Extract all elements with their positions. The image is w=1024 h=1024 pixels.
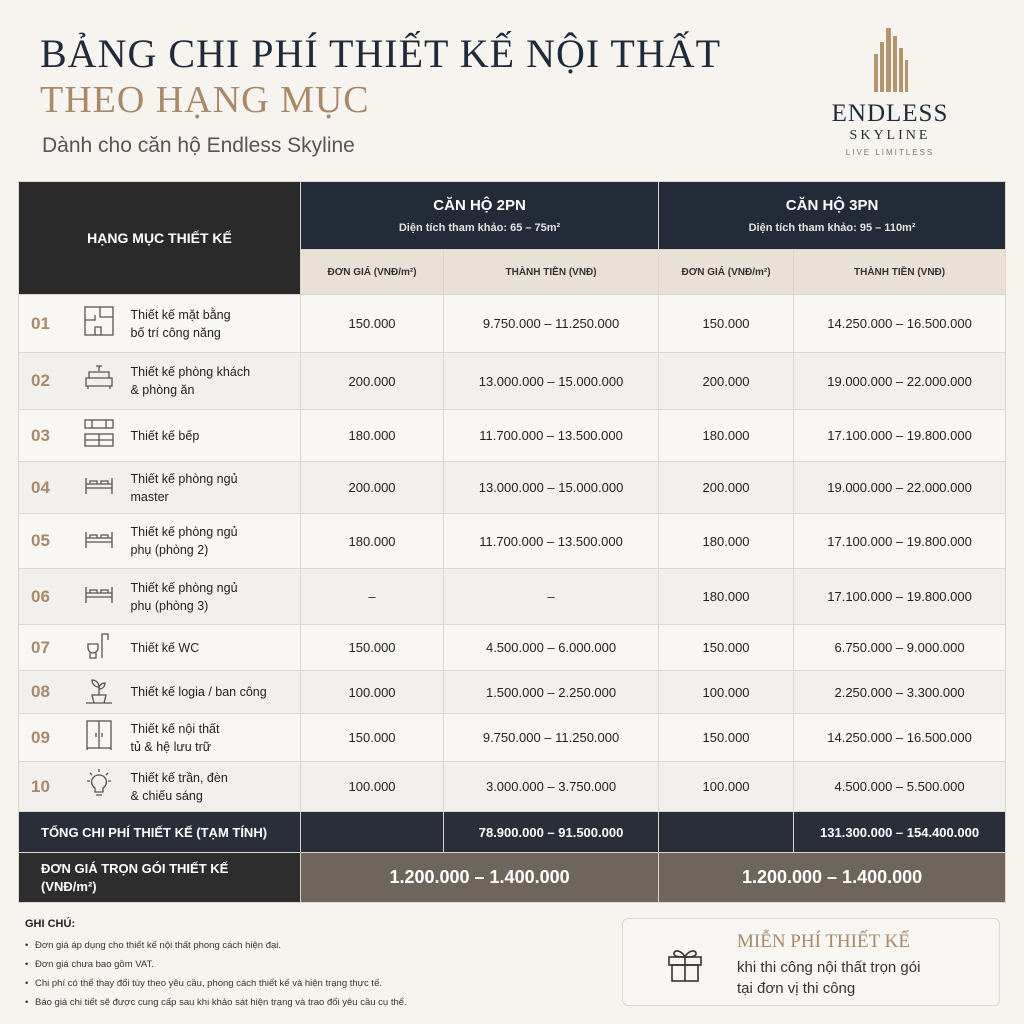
amount-2pn: 1.500.000 – 2.250.000: [444, 671, 659, 714]
table-row: [19, 295, 1006, 353]
unit-price-3pn: 150.000: [659, 714, 794, 762]
unit-price-3pn: 100.000: [659, 671, 794, 714]
package-row: [19, 853, 1006, 903]
group-area: Diện tích tham khảo: 95 – 110m²: [748, 222, 916, 234]
row-label: Thiết kế WC: [131, 625, 301, 671]
row-number: 02: [19, 353, 67, 410]
amount-3pn: 17.100.000 – 19.800.000: [794, 410, 1006, 462]
group-header-3pn: [659, 182, 1006, 250]
total-2pn-spacer: [301, 812, 444, 853]
package-2pn: 1.200.000 – 1.400.000: [301, 853, 659, 903]
promo-text: khi thi công nội thất trọn gói tại đơn vị thi công: [737, 959, 921, 997]
logo-name-secondary: SKYLINE: [849, 128, 931, 143]
row-number: 07: [19, 625, 67, 671]
unit-price-2pn: 200.000: [301, 353, 444, 410]
amount-3pn: 6.750.000 – 9.000.000: [794, 625, 1006, 671]
table-row: [19, 462, 1006, 514]
unit-price-3pn: 180.000: [659, 569, 794, 625]
page-title: BẢNG CHI PHÍ THIẾT KẾ NỘI THẤT: [40, 31, 722, 76]
amount-2pn: 4.500.000 – 6.000.000: [444, 625, 659, 671]
bed-icon: [82, 489, 116, 506]
package-label: [19, 853, 301, 903]
unit-price-2pn: 180.000: [301, 410, 444, 462]
group-header-2pn: [301, 182, 659, 250]
row-label: Thiết kế phòng ngủ master: [131, 462, 301, 514]
category-header: HẠNG MỤC THIẾT KẾ: [19, 182, 301, 295]
amount-2pn: 9.750.000 – 11.250.000: [444, 295, 659, 353]
table-row: [19, 514, 1006, 569]
page-title-accent: THEO HẠNG MỤC: [40, 79, 370, 121]
sofa-icon: [82, 383, 116, 400]
unit-price-header: ĐƠN GIÁ (VNĐ/m²): [301, 250, 444, 295]
bed-icon: [82, 598, 116, 615]
amount-header: THÀNH TIỀN (VNĐ): [794, 250, 1006, 295]
unit-price-2pn: 180.000: [301, 514, 444, 569]
row-number: 06: [19, 569, 67, 625]
kitchen-icon: [82, 437, 116, 454]
unit-price-2pn: 100.000: [301, 671, 444, 714]
table-row: [19, 714, 1006, 762]
row-label: Thiết kế nội thất tủ & hệ lưu trữ: [131, 714, 301, 762]
row-number: 10: [19, 762, 67, 812]
page-header: [0, 0, 1024, 180]
amount-3pn: 4.500.000 – 5.500.000: [794, 762, 1006, 812]
notes-title: GHI CHÚ:: [25, 918, 76, 930]
logo-name: ENDLESS: [831, 100, 949, 127]
total-3pn-spacer: [659, 812, 794, 853]
logo-tagline: LIVE LIMITLESS: [845, 148, 935, 157]
amount-3pn: 2.250.000 – 3.300.000: [794, 671, 1006, 714]
row-label: Thiết kế mặt bằng bố trí công năng: [131, 295, 301, 353]
row-label: Thiết kế bếp: [131, 410, 301, 462]
unit-price-3pn: 150.000: [659, 625, 794, 671]
notes-section: [25, 918, 585, 1012]
amount-3pn: 14.250.000 – 16.500.000: [794, 714, 1006, 762]
group-area: Diện tích tham khảo: 65 – 75m²: [398, 222, 561, 234]
unit-price-header: ĐƠN GIÁ (VNĐ/m²): [659, 250, 794, 295]
total-2pn: 78.900.000 – 91.500.000: [444, 812, 659, 853]
row-number: 09: [19, 714, 67, 762]
unit-price-3pn: 200.000: [659, 462, 794, 514]
floor-plan-icon: [82, 325, 116, 342]
cost-table: [18, 181, 1006, 903]
unit-price-3pn: 180.000: [659, 514, 794, 569]
row-label: Thiết kế trần, đèn & chiếu sáng: [131, 762, 301, 812]
table-row: [19, 762, 1006, 812]
gift-icon: [663, 941, 707, 985]
wardrobe-icon: [82, 739, 116, 756]
amount-header: THÀNH TIỀN (VNĐ): [444, 250, 659, 295]
total-3pn: 131.300.000 – 154.400.000: [794, 812, 1006, 853]
amount-3pn: 19.000.000 – 22.000.000: [794, 462, 1006, 514]
note-item: • Đơn giá chưa bao gồm VAT.: [25, 955, 585, 974]
unit-price-2pn: 150.000: [301, 625, 444, 671]
light-bulb-icon: [82, 788, 116, 805]
note-item: • Báo giá chi tiết sẽ được cung cấp sau khi khảo sát hiện trạng và trao đổi yêu cầu cụ thể.: [25, 993, 585, 1012]
unit-price-2pn: 150.000: [301, 295, 444, 353]
amount-2pn: 11.700.000 – 13.500.000: [444, 410, 659, 462]
unit-price-3pn: 180.000: [659, 410, 794, 462]
table-row: [19, 353, 1006, 410]
amount-2pn: 11.700.000 – 13.500.000: [444, 514, 659, 569]
amount-2pn: –: [444, 569, 659, 625]
table-row: [19, 671, 1006, 714]
group-title: CĂN HỘ 2PN: [433, 197, 526, 214]
amount-2pn: 3.000.000 – 3.750.000: [444, 762, 659, 812]
table-row: [19, 569, 1006, 625]
unit-price-3pn: 100.000: [659, 762, 794, 812]
unit-price-3pn: 150.000: [659, 295, 794, 353]
toilet-icon: [82, 649, 116, 666]
page-subtitle: Dành cho căn hộ Endless Skyline: [42, 134, 355, 157]
unit-price-2pn: 200.000: [301, 462, 444, 514]
amount-2pn: 9.750.000 – 11.250.000: [444, 714, 659, 762]
row-label: Thiết kế phòng ngủ phụ (phòng 2): [131, 514, 301, 569]
amount-3pn: 14.250.000 – 16.500.000: [794, 295, 1006, 353]
row-label: Thiết kế logia / ban công: [131, 671, 301, 714]
row-label: Thiết kế phòng khách & phòng ăn: [131, 353, 301, 410]
unit-price-2pn: 100.000: [301, 762, 444, 812]
bed-icon: [82, 543, 116, 560]
package-3pn: 1.200.000 – 1.400.000: [659, 853, 1006, 903]
table-row: [19, 410, 1006, 462]
package-label-text: ĐƠN GIÁ TRỌN GÓI THIẾT KẾ (VNĐ/m²): [41, 860, 229, 894]
amount-3pn: 19.000.000 – 22.000.000: [794, 353, 1006, 410]
unit-price-3pn: 200.000: [659, 353, 794, 410]
row-number: 01: [19, 295, 67, 353]
brand-logo: [810, 24, 970, 164]
group-title: CĂN HỘ 3PN: [785, 197, 879, 214]
amount-2pn: 13.000.000 – 15.000.000: [444, 462, 659, 514]
row-number: 04: [19, 462, 67, 514]
unit-price-2pn: –: [301, 569, 444, 625]
table-row: [19, 625, 1006, 671]
free-design-promo: [622, 918, 1000, 1006]
total-label: TỔNG CHI PHÍ THIẾT KẾ (TẠM TÍNH): [19, 812, 301, 853]
note-item: • Đơn giá áp dụng cho thiết kế nội thất phong cách hiện đại.: [25, 936, 585, 955]
skyline-icon: [874, 28, 910, 92]
plant-icon: [82, 694, 116, 711]
amount-3pn: 17.100.000 – 19.800.000: [794, 569, 1006, 625]
row-label: Thiết kế phòng ngủ phụ (phòng 3): [131, 569, 301, 625]
note-item: • Chi phí có thể thay đổi tùy theo yêu cầu, phong cách thiết kế và hiện trạng thực tế.: [25, 974, 585, 993]
unit-price-2pn: 150.000: [301, 714, 444, 762]
row-number: 03: [19, 410, 67, 462]
amount-3pn: 17.100.000 – 19.800.000: [794, 514, 1006, 569]
row-number: 08: [19, 671, 67, 714]
amount-2pn: 13.000.000 – 15.000.000: [444, 353, 659, 410]
promo-title: MIỄN PHÍ THIẾT KẾ: [737, 931, 910, 952]
row-number: 05: [19, 514, 67, 569]
notes-list: [25, 936, 585, 1012]
total-row: [19, 812, 1006, 853]
